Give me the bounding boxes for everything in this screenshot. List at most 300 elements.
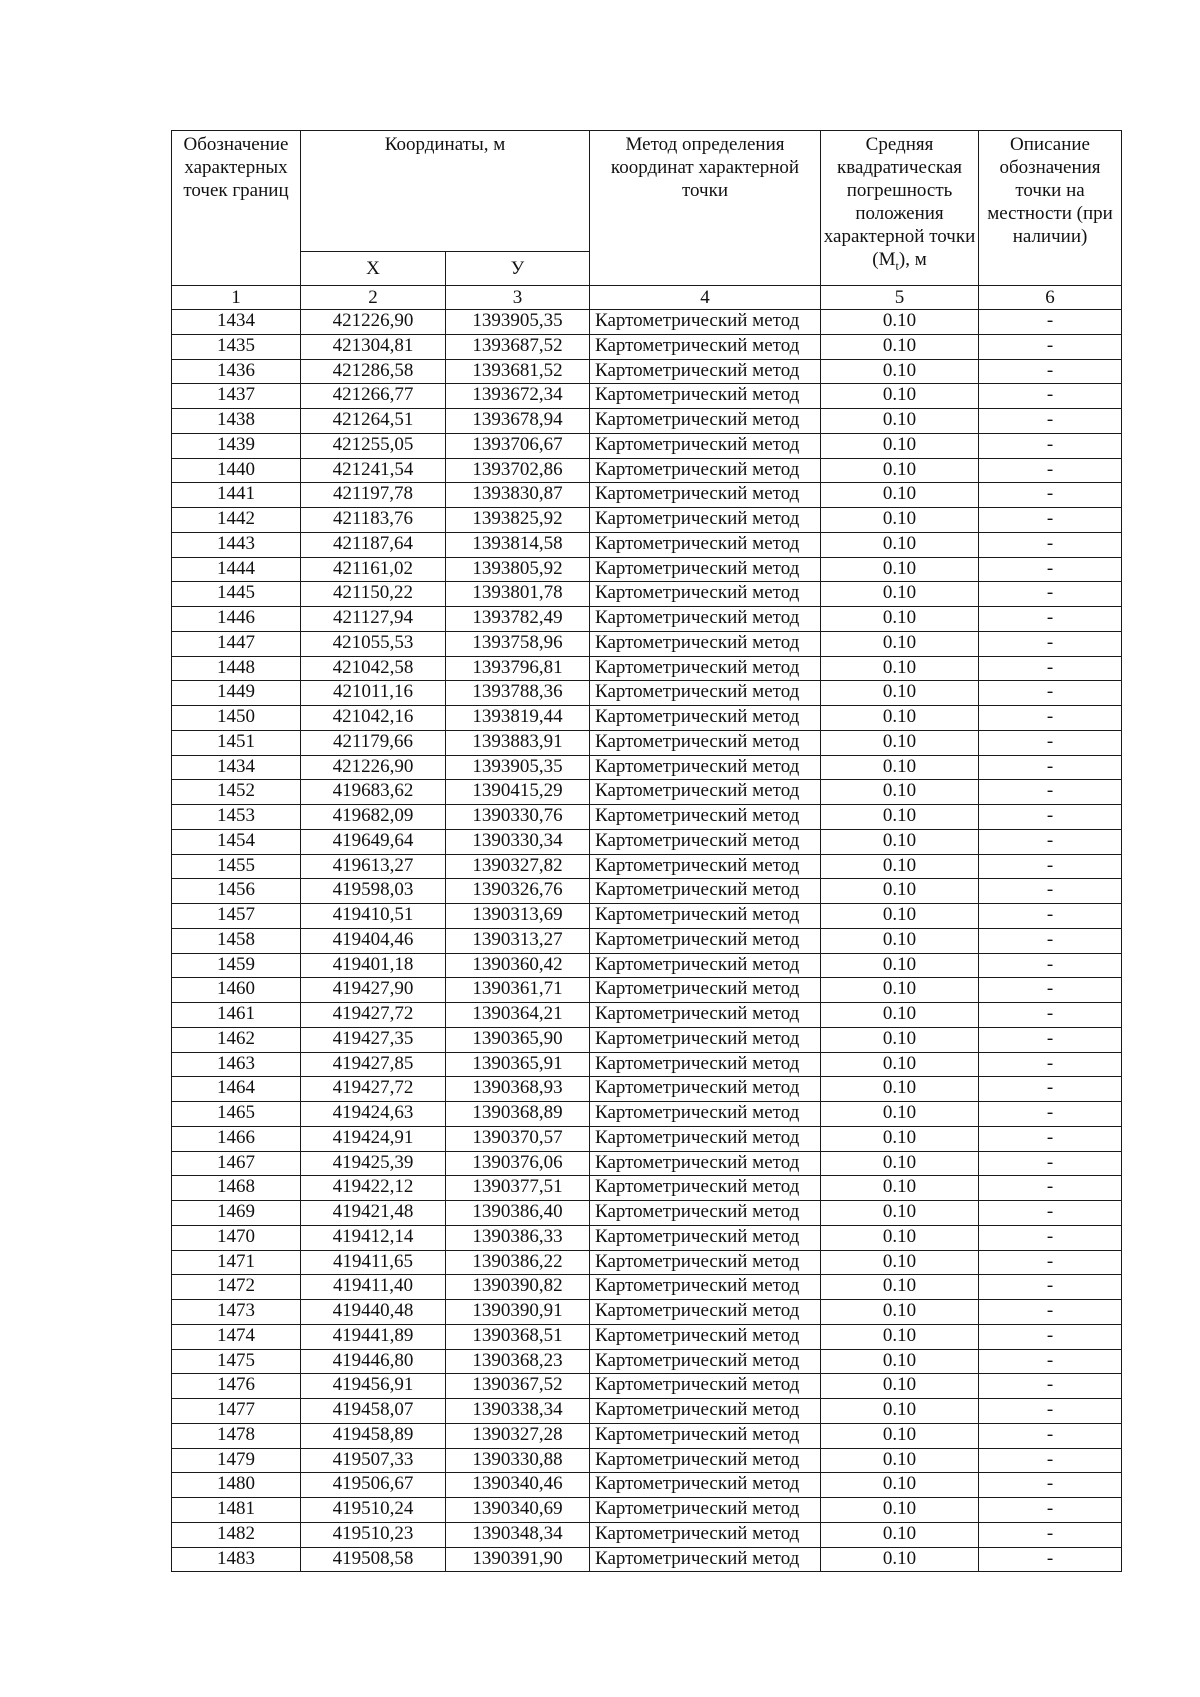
point-id-cell: 1450 [172,706,301,731]
point-id-cell: 1441 [172,483,301,508]
x-coord-cell: 421286,58 [301,359,446,384]
point-id-cell: 1435 [172,334,301,359]
method-cell: Картометрический метод [590,953,821,978]
table-row [172,1324,1122,1349]
description-cell: - [979,1052,1122,1077]
table-row [172,978,1122,1003]
y-coord-cell: 1390340,69 [446,1498,590,1523]
y-coord-cell: 1393702,86 [446,458,590,483]
method-cell: Картометрический метод [590,1077,821,1102]
description-cell: - [979,681,1122,706]
point-id-cell: 1479 [172,1448,301,1473]
error-cell: 0.10 [821,1201,979,1226]
point-id-cell: 1482 [172,1522,301,1547]
x-coord-cell: 419427,35 [301,1027,446,1052]
header-error [821,131,979,286]
y-coord-cell: 1393830,87 [446,483,590,508]
y-coord-cell: 1390386,22 [446,1250,590,1275]
x-coord-cell: 419510,24 [301,1498,446,1523]
y-coord-cell: 1393905,35 [446,310,590,335]
x-coord-cell: 421042,58 [301,656,446,681]
description-cell: - [979,780,1122,805]
y-coord-cell: 1390368,23 [446,1349,590,1374]
table-row [172,953,1122,978]
description-cell: - [979,1027,1122,1052]
table-row [172,1250,1122,1275]
error-cell: 0.10 [821,805,979,830]
point-id-cell: 1470 [172,1225,301,1250]
description-cell: - [979,557,1122,582]
y-coord-cell: 1390368,89 [446,1102,590,1127]
table-row [172,1275,1122,1300]
x-coord-cell: 421179,66 [301,730,446,755]
error-cell: 0.10 [821,1102,979,1127]
error-cell: 0.10 [821,458,979,483]
table-row [172,1374,1122,1399]
point-id-cell: 1469 [172,1201,301,1226]
table-row [172,879,1122,904]
method-cell: Картометрический метод [590,780,821,805]
method-cell: Картометрический метод [590,730,821,755]
point-id-cell: 1436 [172,359,301,384]
method-cell: Картометрический метод [590,1201,821,1226]
y-coord-cell: 1393819,44 [446,706,590,731]
description-cell: - [979,409,1122,434]
description-cell: - [979,854,1122,879]
error-cell: 0.10 [821,904,979,929]
method-cell: Картометрический метод [590,582,821,607]
method-cell: Картометрический метод [590,334,821,359]
y-coord-cell: 1393814,58 [446,532,590,557]
x-coord-cell: 419427,90 [301,978,446,1003]
y-coord-cell: 1390330,34 [446,829,590,854]
x-coord-cell: 419424,91 [301,1126,446,1151]
header-point: Обозначение характерных точек границ [172,131,301,286]
error-cell: 0.10 [821,1547,979,1572]
description-cell: - [979,730,1122,755]
x-coord-cell: 419506,67 [301,1473,446,1498]
error-cell: 0.10 [821,409,979,434]
method-cell: Картометрический метод [590,1176,821,1201]
description-cell: - [979,359,1122,384]
x-coord-cell: 421241,54 [301,458,446,483]
y-coord-cell: 1390330,88 [446,1448,590,1473]
table-row [172,557,1122,582]
header-error-sub: t [895,258,899,273]
method-cell: Картометрический метод [590,681,821,706]
column-number: 2 [301,286,446,310]
table-row [172,384,1122,409]
error-cell: 0.10 [821,829,979,854]
error-cell: 0.10 [821,1027,979,1052]
point-id-cell: 1465 [172,1102,301,1127]
error-cell: 0.10 [821,928,979,953]
point-id-cell: 1446 [172,607,301,632]
error-cell: 0.10 [821,359,979,384]
y-coord-cell: 1393905,35 [446,755,590,780]
error-cell: 0.10 [821,1374,979,1399]
y-coord-cell: 1390391,90 [446,1547,590,1572]
table-row [172,310,1122,335]
method-cell: Картометрический метод [590,1349,821,1374]
description-cell: - [979,879,1122,904]
error-cell: 0.10 [821,1225,979,1250]
y-coord-cell: 1390365,90 [446,1027,590,1052]
error-cell: 0.10 [821,433,979,458]
error-cell: 0.10 [821,483,979,508]
header-error-unit: ), м [898,249,927,270]
table-row [172,904,1122,929]
y-coord-cell: 1393758,96 [446,631,590,656]
error-cell: 0.10 [821,854,979,879]
table-row [172,1126,1122,1151]
method-cell: Картометрический метод [590,433,821,458]
table-row [172,1151,1122,1176]
x-coord-cell: 421161,02 [301,557,446,582]
method-cell: Картометрический метод [590,557,821,582]
description-cell: - [979,1250,1122,1275]
point-id-cell: 1456 [172,879,301,904]
x-coord-cell: 419649,64 [301,829,446,854]
error-cell: 0.10 [821,730,979,755]
method-cell: Картометрический метод [590,928,821,953]
y-coord-cell: 1393678,94 [446,409,590,434]
description-cell: - [979,1522,1122,1547]
x-coord-cell: 419456,91 [301,1374,446,1399]
table-row [172,780,1122,805]
y-coord-cell: 1390361,71 [446,978,590,1003]
point-id-cell: 1475 [172,1349,301,1374]
y-coord-cell: 1390367,52 [446,1374,590,1399]
y-coord-cell: 1390368,51 [446,1324,590,1349]
description-cell: - [979,904,1122,929]
description-cell: - [979,310,1122,335]
table-row [172,1399,1122,1424]
x-coord-cell: 421255,05 [301,433,446,458]
y-coord-cell: 1390348,34 [446,1522,590,1547]
error-cell: 0.10 [821,631,979,656]
description-cell: - [979,829,1122,854]
description-cell: - [979,978,1122,1003]
y-coord-cell: 1390327,82 [446,854,590,879]
y-coord-cell: 1390386,33 [446,1225,590,1250]
y-coord-cell: 1393672,34 [446,384,590,409]
method-cell: Картометрический метод [590,1275,821,1300]
method-cell: Картометрический метод [590,978,821,1003]
x-coord-cell: 419411,65 [301,1250,446,1275]
y-coord-cell: 1390368,93 [446,1077,590,1102]
error-cell: 0.10 [821,1349,979,1374]
table-row [172,1423,1122,1448]
x-coord-cell: 419421,48 [301,1201,446,1226]
point-id-cell: 1451 [172,730,301,755]
x-coord-cell: 421304,81 [301,334,446,359]
description-cell: - [979,607,1122,632]
y-coord-cell: 1390376,06 [446,1151,590,1176]
error-cell: 0.10 [821,607,979,632]
table-row [172,532,1122,557]
error-cell: 0.10 [821,1324,979,1349]
x-coord-cell: 421187,64 [301,532,446,557]
column-number: 4 [590,286,821,310]
error-cell: 0.10 [821,706,979,731]
table-row [172,755,1122,780]
description-cell: - [979,1151,1122,1176]
method-cell: Картометрический метод [590,483,821,508]
error-cell: 0.10 [821,681,979,706]
point-id-cell: 1449 [172,681,301,706]
method-cell: Картометрический метод [590,1250,821,1275]
point-id-cell: 1460 [172,978,301,1003]
x-coord-cell: 421042,16 [301,706,446,731]
x-coord-cell: 419427,72 [301,1077,446,1102]
x-coord-cell: 419446,80 [301,1349,446,1374]
method-cell: Картометрический метод [590,1374,821,1399]
point-id-cell: 1480 [172,1473,301,1498]
header-method: Метод определения координат характерной точки [590,131,821,286]
method-cell: Картометрический метод [590,706,821,731]
description-cell: - [979,953,1122,978]
description-cell: - [979,1300,1122,1325]
method-cell: Картометрический метод [590,1300,821,1325]
point-id-cell: 1474 [172,1324,301,1349]
description-cell: - [979,1349,1122,1374]
point-id-cell: 1476 [172,1374,301,1399]
y-coord-cell: 1390364,21 [446,1003,590,1028]
table-row [172,409,1122,434]
description-cell: - [979,1448,1122,1473]
method-cell: Картометрический метод [590,508,821,533]
point-id-cell: 1463 [172,1052,301,1077]
method-cell: Картометрический метод [590,755,821,780]
method-cell: Картометрический метод [590,532,821,557]
point-id-cell: 1481 [172,1498,301,1523]
table-row [172,582,1122,607]
error-cell: 0.10 [821,1473,979,1498]
description-cell: - [979,582,1122,607]
table-row [172,1473,1122,1498]
table-row [172,656,1122,681]
error-cell: 0.10 [821,1498,979,1523]
x-coord-cell: 419411,40 [301,1275,446,1300]
method-cell: Картометрический метод [590,458,821,483]
description-cell: - [979,1374,1122,1399]
x-coord-cell: 419427,72 [301,1003,446,1028]
point-id-cell: 1471 [172,1250,301,1275]
error-cell: 0.10 [821,1077,979,1102]
method-cell: Картометрический метод [590,1003,821,1028]
description-cell: - [979,1176,1122,1201]
method-cell: Картометрический метод [590,409,821,434]
method-cell: Картометрический метод [590,631,821,656]
x-coord-cell: 419422,12 [301,1176,446,1201]
header-description: Описание обозначения точки на местности (при наличии) [979,131,1122,286]
table-row [172,928,1122,953]
header-y: У [446,252,590,286]
table-row [172,1547,1122,1572]
y-coord-cell: 1393883,91 [446,730,590,755]
error-cell: 0.10 [821,334,979,359]
y-coord-cell: 1393782,49 [446,607,590,632]
error-cell: 0.10 [821,1003,979,1028]
description-cell: - [979,1102,1122,1127]
table-row [172,1349,1122,1374]
x-coord-cell: 419425,39 [301,1151,446,1176]
method-cell: Картометрический метод [590,1151,821,1176]
method-cell: Картометрический метод [590,879,821,904]
method-cell: Картометрический метод [590,310,821,335]
method-cell: Картометрический метод [590,1052,821,1077]
error-cell: 0.10 [821,310,979,335]
y-coord-cell: 1390386,40 [446,1201,590,1226]
method-cell: Картометрический метод [590,1473,821,1498]
error-cell: 0.10 [821,384,979,409]
table-row [172,854,1122,879]
description-cell: - [979,1498,1122,1523]
error-cell: 0.10 [821,1052,979,1077]
method-cell: Картометрический метод [590,1399,821,1424]
x-coord-cell: 421011,16 [301,681,446,706]
description-cell: - [979,1473,1122,1498]
y-coord-cell: 1390390,91 [446,1300,590,1325]
point-id-cell: 1439 [172,433,301,458]
method-cell: Картометрический метод [590,1225,821,1250]
description-cell: - [979,1201,1122,1226]
x-coord-cell: 421226,90 [301,310,446,335]
x-coord-cell: 419427,85 [301,1052,446,1077]
point-id-cell: 1444 [172,557,301,582]
y-coord-cell: 1393805,92 [446,557,590,582]
y-coord-cell: 1390327,28 [446,1423,590,1448]
method-cell: Картометрический метод [590,829,821,854]
header-coords: Координаты, м [301,131,590,252]
point-id-cell: 1455 [172,854,301,879]
method-cell: Картометрический метод [590,1102,821,1127]
coordinates-table [171,130,1122,1572]
point-id-cell: 1440 [172,458,301,483]
point-id-cell: 1458 [172,928,301,953]
table-body [172,310,1122,1572]
column-number: 5 [821,286,979,310]
error-cell: 0.10 [821,1151,979,1176]
y-coord-cell: 1390365,91 [446,1052,590,1077]
point-id-cell: 1472 [172,1275,301,1300]
point-id-cell: 1447 [172,631,301,656]
point-id-cell: 1438 [172,409,301,434]
point-id-cell: 1461 [172,1003,301,1028]
error-cell: 0.10 [821,1399,979,1424]
error-cell: 0.10 [821,1250,979,1275]
table-row [172,1176,1122,1201]
table-row [172,1522,1122,1547]
y-coord-cell: 1390330,76 [446,805,590,830]
x-coord-cell: 421264,51 [301,409,446,434]
error-cell: 0.10 [821,557,979,582]
point-id-cell: 1473 [172,1300,301,1325]
y-coord-cell: 1393788,36 [446,681,590,706]
method-cell: Картометрический метод [590,384,821,409]
point-id-cell: 1445 [172,582,301,607]
table-row [172,334,1122,359]
error-cell: 0.10 [821,1522,979,1547]
x-coord-cell: 421055,53 [301,631,446,656]
error-cell: 0.10 [821,780,979,805]
y-coord-cell: 1393796,81 [446,656,590,681]
description-cell: - [979,706,1122,731]
y-coord-cell: 1393687,52 [446,334,590,359]
x-coord-cell: 419412,14 [301,1225,446,1250]
x-coord-cell: 421226,90 [301,755,446,780]
point-id-cell: 1464 [172,1077,301,1102]
error-cell: 0.10 [821,656,979,681]
description-cell: - [979,483,1122,508]
x-coord-cell: 421127,94 [301,607,446,632]
description-cell: - [979,1126,1122,1151]
description-cell: - [979,1547,1122,1572]
point-id-cell: 1466 [172,1126,301,1151]
y-coord-cell: 1390340,46 [446,1473,590,1498]
description-cell: - [979,532,1122,557]
point-id-cell: 1443 [172,532,301,557]
description-cell: - [979,433,1122,458]
table-row [172,1077,1122,1102]
description-cell: - [979,508,1122,533]
table-row [172,681,1122,706]
y-coord-cell: 1393681,52 [446,359,590,384]
column-number: 3 [446,286,590,310]
x-coord-cell: 421183,76 [301,508,446,533]
error-cell: 0.10 [821,532,979,557]
column-number: 6 [979,286,1122,310]
x-coord-cell: 421150,22 [301,582,446,607]
x-coord-cell: 419458,07 [301,1399,446,1424]
method-cell: Картометрический метод [590,359,821,384]
point-id-cell: 1468 [172,1176,301,1201]
method-cell: Картометрический метод [590,1324,821,1349]
table-row [172,805,1122,830]
description-cell: - [979,631,1122,656]
description-cell: - [979,1275,1122,1300]
error-cell: 0.10 [821,1448,979,1473]
description-cell: - [979,1003,1122,1028]
point-id-cell: 1434 [172,310,301,335]
method-cell: Картометрический метод [590,1126,821,1151]
table-row [172,1027,1122,1052]
table-row [172,458,1122,483]
y-coord-cell: 1390338,34 [446,1399,590,1424]
header-x: Х [301,252,446,286]
point-id-cell: 1457 [172,904,301,929]
table-row [172,508,1122,533]
x-coord-cell: 421266,77 [301,384,446,409]
x-coord-cell: 421197,78 [301,483,446,508]
method-cell: Картометрический метод [590,805,821,830]
description-cell: - [979,805,1122,830]
method-cell: Картометрический метод [590,1027,821,1052]
point-id-cell: 1477 [172,1399,301,1424]
point-id-cell: 1434 [172,755,301,780]
point-id-cell: 1452 [172,780,301,805]
point-id-cell: 1442 [172,508,301,533]
table-row [172,359,1122,384]
y-coord-cell: 1393801,78 [446,582,590,607]
error-cell: 0.10 [821,1126,979,1151]
method-cell: Картометрический метод [590,854,821,879]
description-cell: - [979,458,1122,483]
table-row [172,1052,1122,1077]
error-cell: 0.10 [821,582,979,607]
method-cell: Картометрический метод [590,656,821,681]
